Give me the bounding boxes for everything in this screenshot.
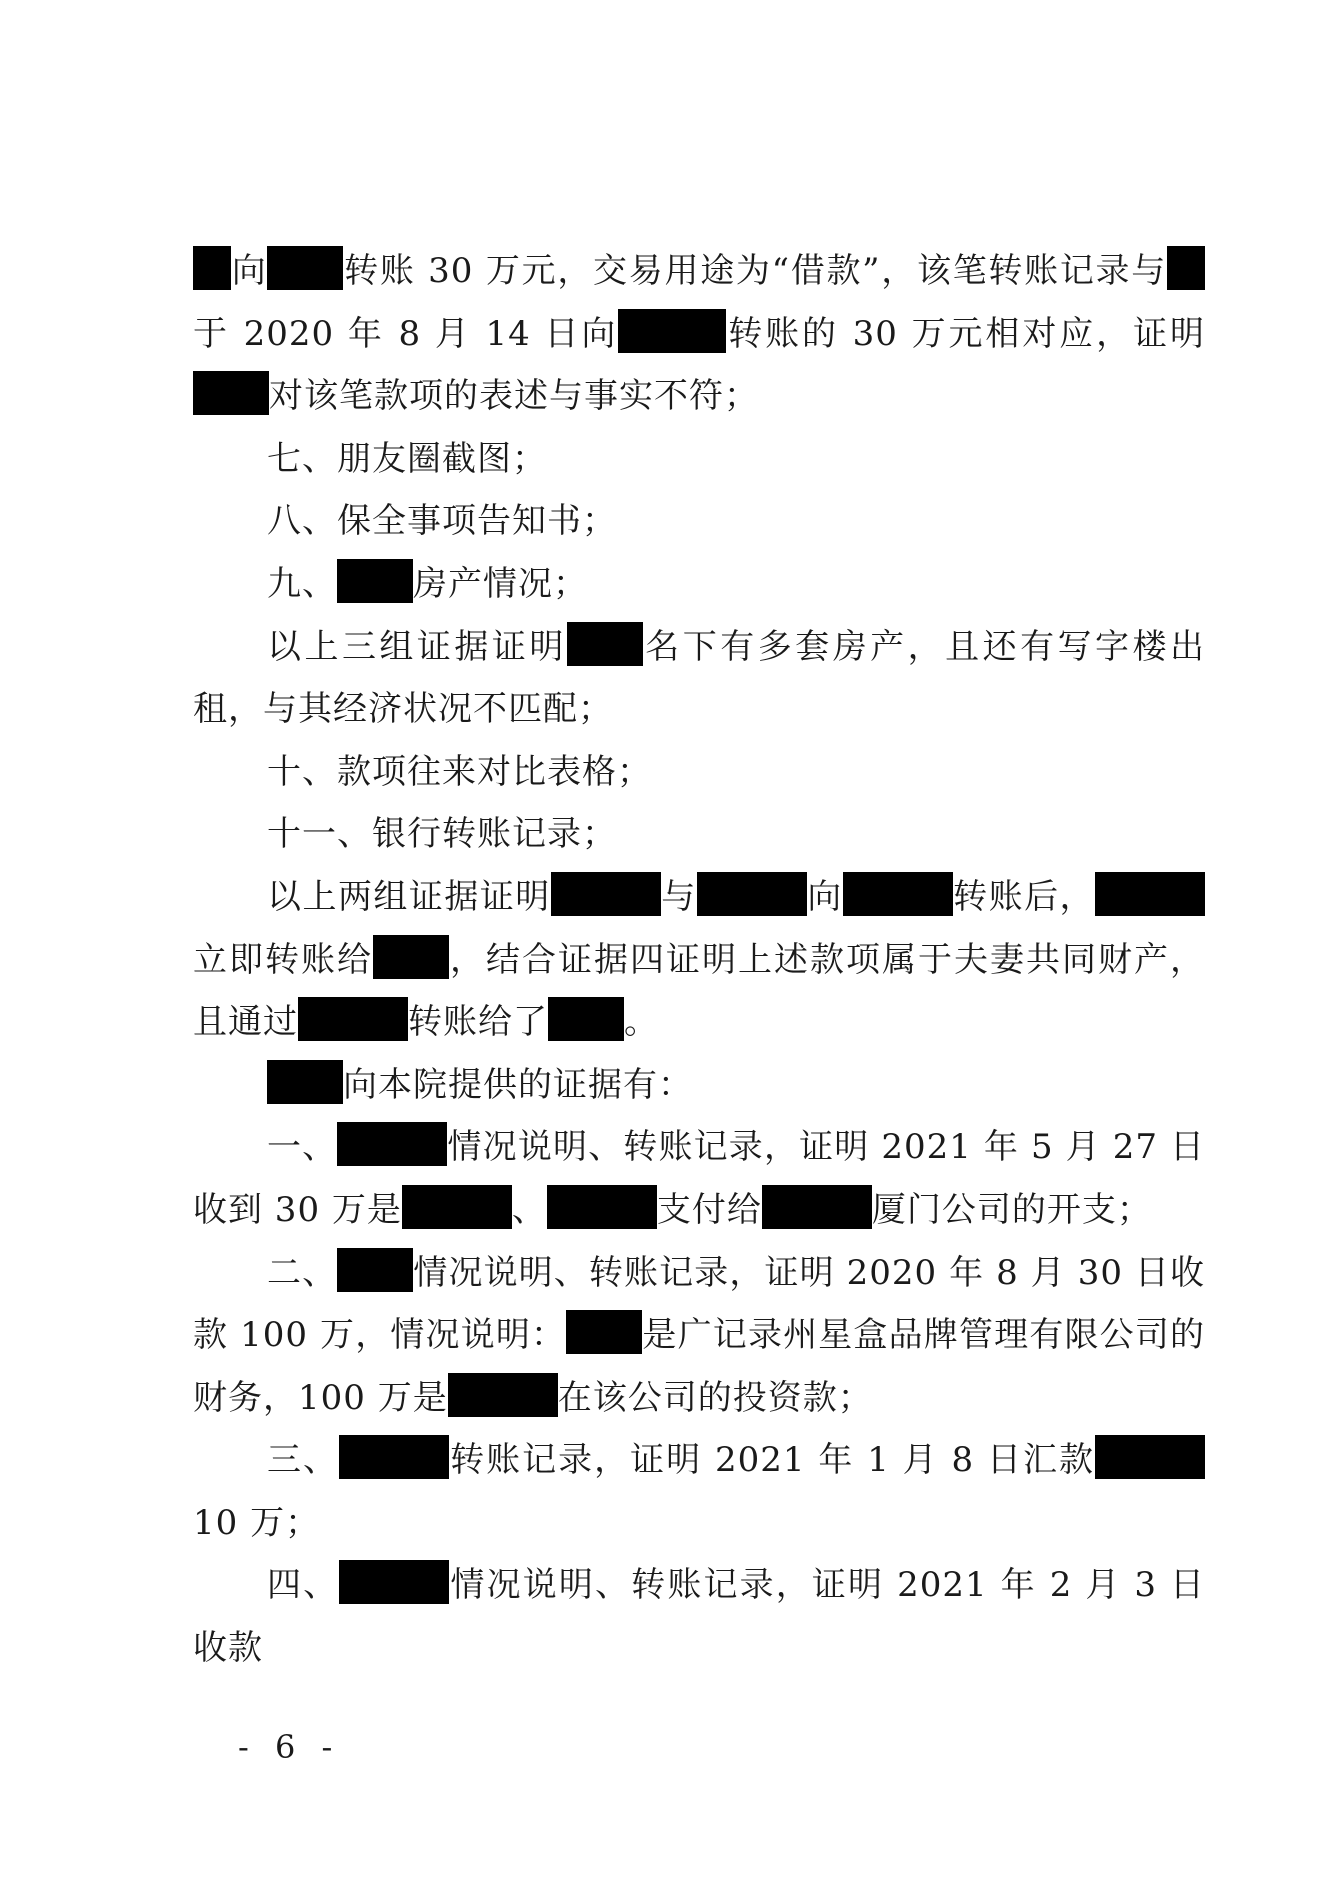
paragraph-text: 一、: [267, 1127, 338, 1168]
redaction-block: [339, 1435, 449, 1479]
paragraph: [193, 1242, 1205, 1430]
paragraph: [193, 1429, 1205, 1554]
paragraph-text: 四、: [267, 1565, 340, 1606]
paragraph-text: 情况说明、转账记录，证明 2020 年 8 月 30 日收款 100 万，情况说明：: [193, 1252, 1205, 1356]
document-body: [193, 240, 1205, 1680]
paragraph: [193, 553, 1205, 616]
paragraph-text: 在该公司的投资款；: [557, 1377, 873, 1418]
paragraph: [193, 240, 1205, 428]
paragraph-text: 与: [660, 876, 697, 917]
redaction-block: [193, 371, 269, 415]
paragraph-text: 情况说明、转账记录，证明 2021 年 2 月 3 日收款: [193, 1565, 1205, 1669]
redaction-block: [337, 1248, 413, 1292]
page-number: - 6 -: [238, 1728, 341, 1766]
paragraph-text: 、: [511, 1189, 547, 1230]
paragraph-text: 情况说明、转账记录，证明 2021 年 5 月 27 日收到 30 万是: [193, 1127, 1205, 1230]
paragraph-text: 支付给: [656, 1189, 762, 1230]
paragraph-text: 向本院提供的证据有：: [343, 1064, 693, 1105]
redaction-block: [267, 1060, 343, 1104]
paragraph-text: 向: [806, 876, 843, 917]
redaction-block: [551, 872, 661, 916]
paragraph-text: 九、: [267, 563, 337, 604]
paragraph-text: 以上两组证据证明: [267, 876, 551, 917]
paragraph: [193, 866, 1205, 1054]
paragraph: [193, 1054, 1205, 1117]
paragraph-text: 房产情况；: [413, 563, 588, 604]
paragraph-text: 转账给了: [408, 1002, 548, 1043]
paragraph: [193, 616, 1205, 741]
paragraph-text: 于 2020 年 8 月 14 日向: [193, 313, 619, 354]
paragraph-text: 十、款项往来对比表格；: [267, 751, 652, 792]
paragraph-text: 以上三组证据证明: [267, 626, 567, 667]
paragraph: [193, 1116, 1205, 1241]
paragraph-text: 厦门公司的开支；: [871, 1189, 1152, 1230]
redaction-block: [697, 872, 807, 916]
paragraph: [193, 803, 1205, 866]
redaction-block: [567, 622, 643, 666]
paragraph-text: 三、: [267, 1440, 340, 1481]
paragraph-text: 转账记录，证明 2021 年 1 月 8 日汇款: [449, 1440, 1096, 1481]
redaction-block: [448, 1373, 558, 1417]
redaction-block: [193, 246, 231, 290]
redaction-block: [547, 1185, 657, 1229]
paragraph-text: 二、: [267, 1252, 338, 1293]
paragraph-text: 十一、银行转账记录；: [267, 814, 617, 855]
paragraph: [193, 490, 1205, 553]
paragraph-text: 向: [231, 251, 268, 291]
paragraph: [193, 1554, 1205, 1679]
paragraph-text: 七、朋友圈截图；: [267, 438, 547, 479]
redaction-block: [267, 246, 343, 290]
redaction-block: [548, 997, 624, 1041]
paragraph-text: 。: [624, 1002, 659, 1043]
paragraph-text: 10 万；: [193, 1502, 321, 1543]
redaction-block: [402, 1185, 512, 1229]
paragraph-text: 是广记录州星盒品牌管理有限公司的财务，100 万是: [193, 1315, 1206, 1418]
redaction-block: [1167, 246, 1205, 290]
redaction-block: [298, 997, 408, 1041]
redaction-block: [762, 1185, 872, 1229]
paragraph-text: 转账的 30 万元相对应，证明: [726, 313, 1205, 354]
redaction-block: [339, 1560, 449, 1604]
paragraph-text: 立即转账给: [193, 939, 373, 980]
redaction-block: [1095, 872, 1205, 916]
paragraph-text: ，结合证据四证明上述款项属于夫妻共同财产，且通过: [193, 939, 1205, 1043]
paragraph-text: 名下有多套房产，且还有写字楼出租，与其经济状况不匹配；: [193, 626, 1206, 730]
paragraph: [193, 428, 1205, 491]
redaction-block: [1095, 1435, 1205, 1479]
paragraph: [193, 741, 1205, 804]
paragraph-text: 八、保全事项告知书；: [267, 501, 617, 542]
redaction-block: [566, 1310, 642, 1354]
paragraph-text: 转账 30 万元，交易用途为“借款”，该笔转账记录与: [343, 251, 1167, 291]
redaction-block: [618, 309, 726, 353]
redaction-block: [843, 872, 953, 916]
redaction-block: [373, 935, 449, 979]
paragraph-text: 对该笔款项的表述与事实不符；: [269, 376, 759, 417]
paragraph-text: 转账后，: [952, 876, 1096, 917]
redaction-block: [337, 559, 413, 603]
redaction-block: [337, 1122, 447, 1166]
